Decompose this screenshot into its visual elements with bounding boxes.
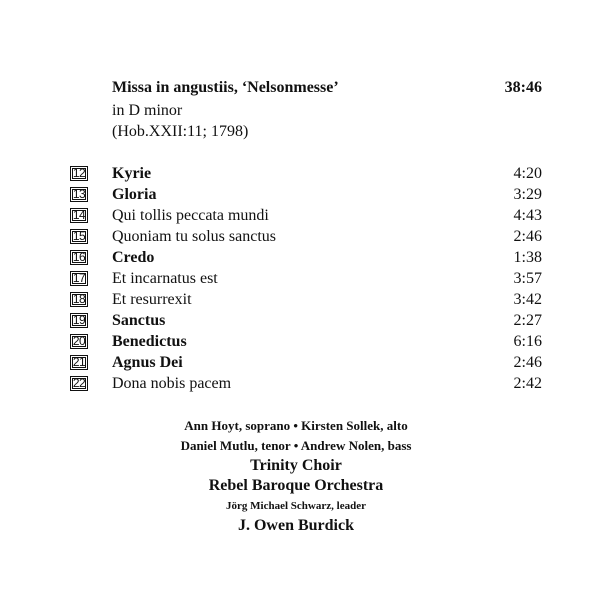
- conductor-name: J. Owen Burdick: [237, 517, 354, 534]
- track-title: Sanctus: [112, 312, 166, 329]
- track-row: [70, 227, 542, 248]
- work-catalog: (Hob.XXII:11; 1798): [112, 123, 249, 140]
- track-number: 18: [70, 292, 88, 307]
- track-row: [70, 374, 542, 395]
- track-title: Quoniam tu solus sanctus: [112, 228, 276, 245]
- track-row: [70, 332, 542, 353]
- track-title: Qui tollis peccata mundi: [112, 207, 269, 224]
- track-number: 21: [70, 355, 88, 370]
- track-title: Et incarnatus est: [112, 270, 218, 287]
- track-number: 17: [70, 271, 88, 286]
- orchestra-name: Rebel Baroque Orchestra: [208, 477, 384, 494]
- work-title: Missa in angustiis, ‘Nelsonmesse’: [112, 79, 339, 96]
- track-time: 4:43: [513, 207, 542, 224]
- work-total-time: 38:46: [504, 79, 542, 96]
- track-row: [70, 290, 542, 311]
- track-title: Kyrie: [112, 165, 152, 182]
- track-time: 3:42: [513, 291, 542, 308]
- track-time: 2:42: [513, 375, 542, 392]
- performer-credits: [0, 416, 600, 536]
- soloists-line-2: Daniel Mutlu, tenor • Andrew Nolen, bass: [180, 438, 412, 453]
- track-number: 13: [70, 187, 88, 202]
- track-row: [70, 269, 542, 290]
- track-time: 6:16: [513, 333, 542, 350]
- track-time: 3:57: [513, 270, 542, 287]
- work-key: in D minor: [112, 102, 183, 119]
- track-time: 1:38: [513, 249, 542, 266]
- soloists-line-1: Ann Hoyt, soprano • Kirsten Sollek, alto: [184, 418, 408, 433]
- track-title: Agnus Dei: [112, 354, 183, 371]
- track-title: Et resurrexit: [112, 291, 192, 308]
- track-time: 2:46: [513, 354, 542, 371]
- track-number: 16: [70, 250, 88, 265]
- track-number: 12: [70, 166, 88, 181]
- track-row: [70, 248, 542, 269]
- track-time: 4:20: [513, 165, 542, 182]
- track-row: [70, 353, 542, 374]
- track-title: Credo: [112, 249, 155, 266]
- track-title: Dona nobis pacem: [112, 375, 232, 392]
- track-number: 22: [70, 376, 88, 391]
- track-row: [70, 185, 542, 206]
- track-time: 3:29: [513, 186, 542, 203]
- orchestra-leader: Jörg Michael Schwarz, leader: [226, 500, 366, 512]
- track-number: 19: [70, 313, 88, 328]
- choir-name: Trinity Choir: [250, 457, 342, 474]
- track-time: 2:27: [513, 312, 542, 329]
- track-number: 14: [70, 208, 88, 223]
- track-list: [70, 164, 542, 395]
- track-title: Gloria: [112, 186, 157, 203]
- track-number: 20: [70, 334, 88, 349]
- track-number: 15: [70, 229, 88, 244]
- track-row: [70, 206, 542, 227]
- track-row: [70, 164, 542, 185]
- track-time: 2:46: [513, 228, 542, 245]
- track-title: Benedictus: [112, 333, 187, 350]
- track-row: [70, 311, 542, 332]
